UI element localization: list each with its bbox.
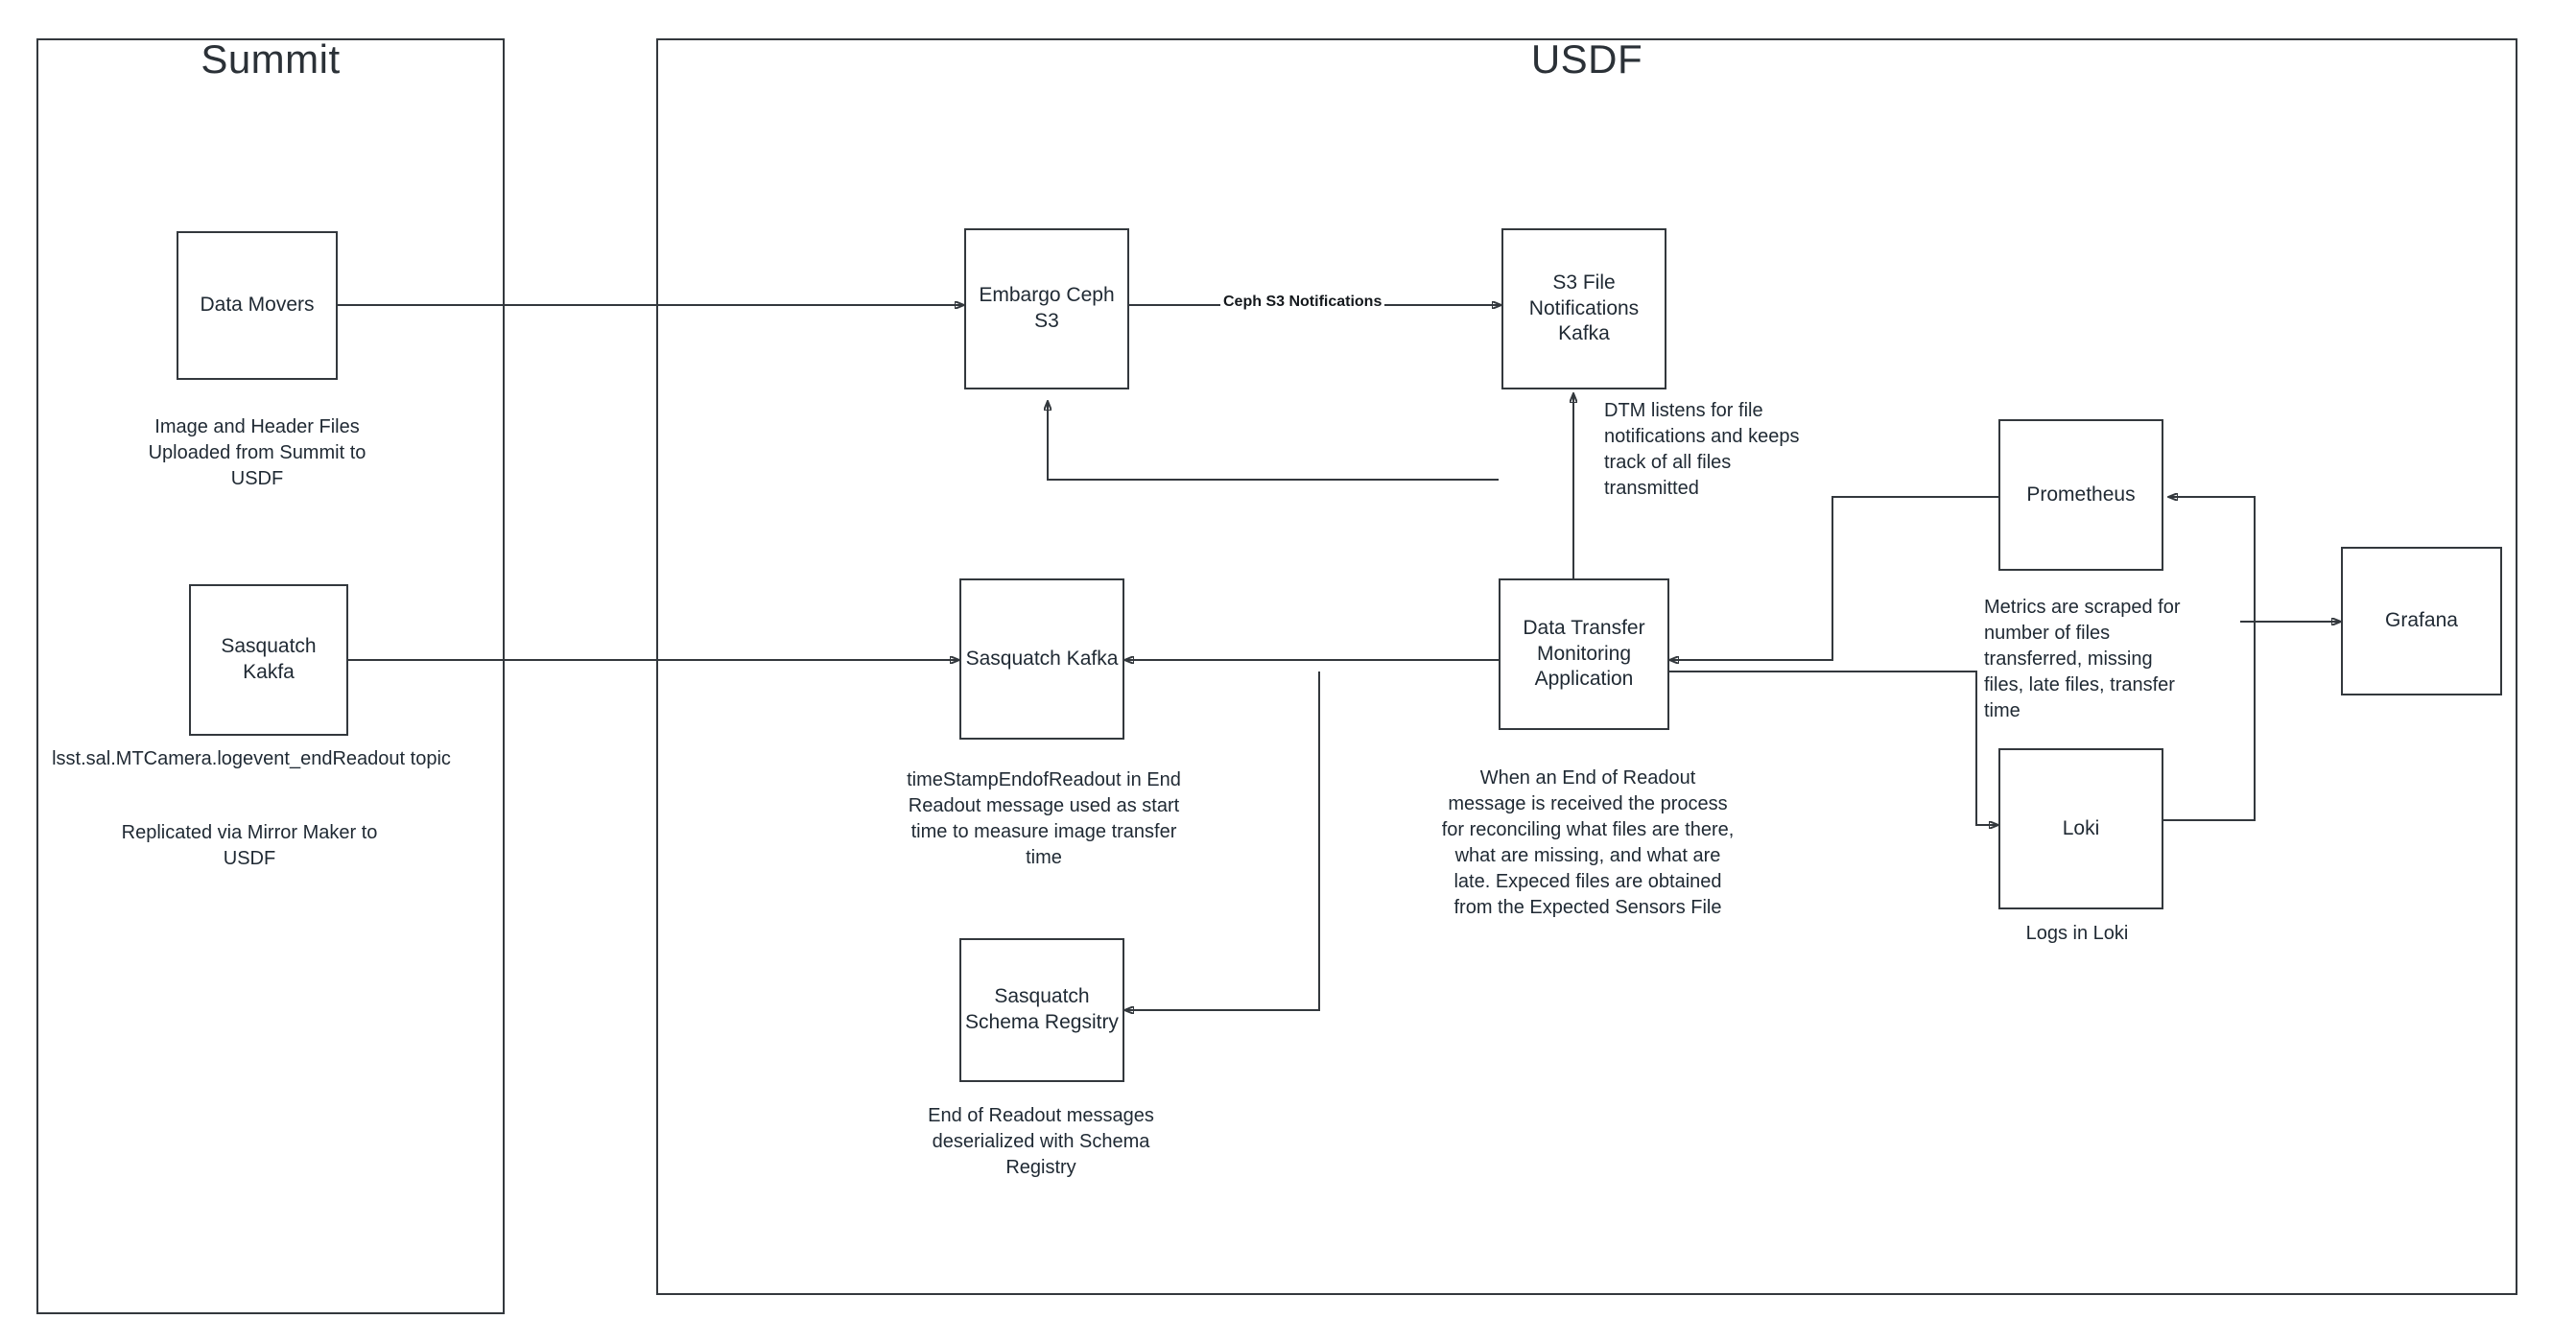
node-sasquatch-kafka-summit[interactable]: Sasquatch Kakfa bbox=[189, 584, 348, 736]
caption-sasquatch-kafka-usdf: timeStampEndofReadout in End Readout message used as start time to measure image transfer time bbox=[907, 769, 1181, 868]
group-usdf-title: USDF bbox=[1530, 36, 1643, 82]
node-sasquatch-kafka-usdf[interactable]: Sasquatch Kafka bbox=[959, 578, 1124, 740]
group-summit-title: Summit bbox=[201, 36, 341, 82]
caption-loki: Logs in Loki bbox=[2025, 923, 2129, 944]
node-data-movers[interactable]: Data Movers bbox=[177, 231, 338, 380]
caption-schema-registry: End of Readout messages deserialized with Schema Registry bbox=[928, 1105, 1154, 1178]
caption-dtm: When an End of Readout message is received the process for reconciling what files are there, what are missing, and what are late. Expeced files are obtained from the Expected Sensors File bbox=[1441, 767, 1735, 918]
caption-dtm-listens: DTM listens for file notifications and keeps track of all files transmitted bbox=[1604, 400, 1800, 499]
node-loki[interactable]: Loki bbox=[1998, 748, 2163, 909]
node-embargo-ceph-s3[interactable]: Embargo Ceph S3 bbox=[964, 228, 1129, 389]
node-sasquatch-schema-registry[interactable]: Sasquatch Schema Regsitry bbox=[959, 938, 1124, 1082]
caption-sasquatch-kafka-summit-topic: lsst.sal.MTCamera.logevent_endReadout topic bbox=[52, 748, 451, 769]
caption-data-movers: Image and Header Files Uploaded from Summit to USDF bbox=[148, 416, 366, 489]
caption-prometheus: Metrics are scraped for number of files transferred, missing files, late files, transfer time bbox=[1984, 597, 2181, 721]
edge-label-ceph-s3-notifications: Ceph S3 Notifications bbox=[1220, 293, 1384, 312]
caption-sasquatch-kafka-summit-mirror: Replicated via Mirror Maker to USDF bbox=[121, 822, 378, 869]
node-data-transfer-monitoring-application[interactable]: Data Transfer Monitoring Application bbox=[1499, 578, 1669, 730]
node-prometheus[interactable]: Prometheus bbox=[1998, 419, 2163, 571]
node-grafana[interactable]: Grafana bbox=[2341, 547, 2502, 695]
node-s3-file-notifications-kafka[interactable]: S3 File Notifications Kafka bbox=[1501, 228, 1666, 389]
